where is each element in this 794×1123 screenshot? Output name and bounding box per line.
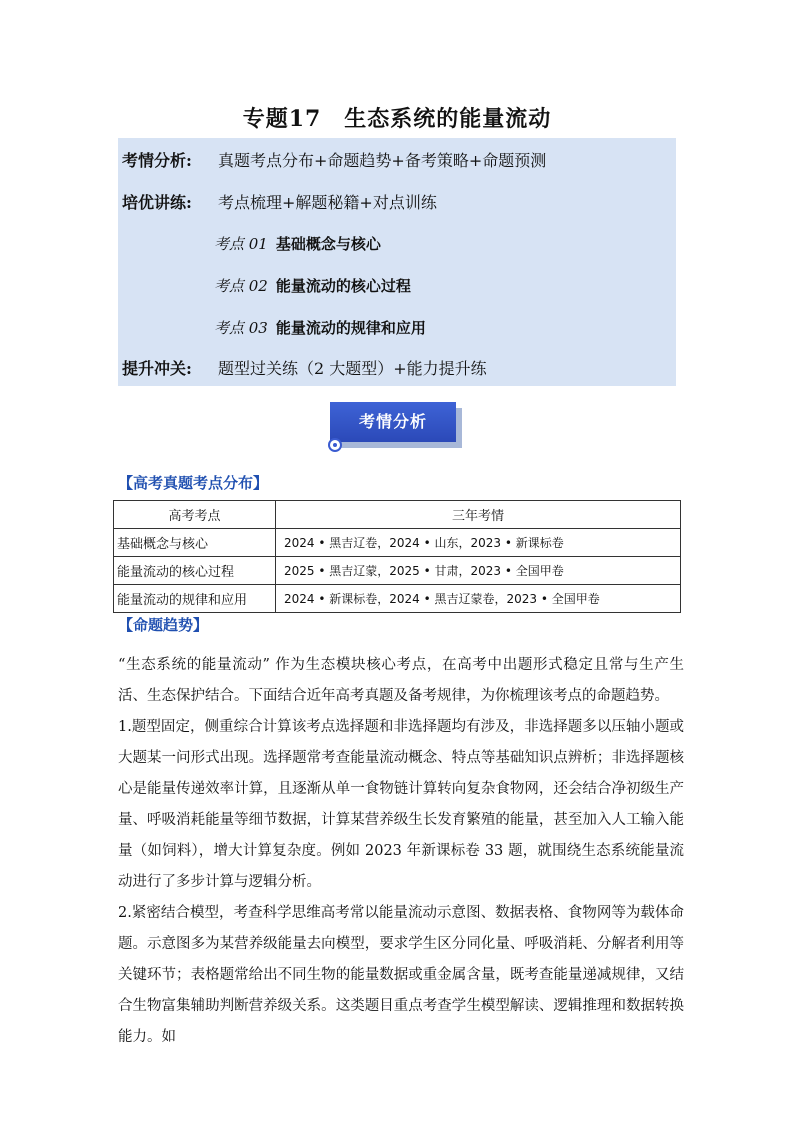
outline-text: 题型过关练（2 大题型）+能力提升练: [218, 359, 487, 378]
table-header-row: [114, 501, 681, 529]
outline-label: 提升冲关:: [122, 359, 192, 378]
sub-item-number: 考点 02: [214, 277, 268, 295]
outline-row-training: [118, 190, 437, 213]
outline-text: 考点梳理+解题秘籍+对点训练: [218, 193, 437, 212]
topic-outline-box: [118, 138, 676, 386]
table-row: [114, 529, 681, 557]
outline-text: 真题考点分布+命题趋势+备考策略+命题预测: [218, 151, 547, 170]
section-heading-distribution: 【高考真题考点分布】: [118, 474, 269, 492]
section-heading-trend: 【命题趋势】: [118, 616, 209, 634]
table-header-cell: 三年考情: [276, 501, 681, 529]
badge-label: 考情分析: [330, 402, 456, 442]
outline-sub-item: [214, 275, 411, 296]
trend-body: [118, 650, 684, 1053]
sub-item-number: 考点 03: [214, 319, 268, 337]
sub-item-text: 基础概念与核心: [275, 235, 381, 253]
page-title: 专题17 生态系统的能量流动: [242, 106, 552, 132]
outline-row-improve: [118, 356, 487, 379]
table-cell: 2024 • 黑吉辽卷，2024 • 山东，2023 • 新课标卷: [276, 529, 681, 557]
table-cell: 基础概念与核心: [114, 529, 276, 557]
table-cell: 能量流动的核心过程: [114, 557, 276, 585]
outline-sub-item: [214, 317, 426, 338]
table-header-cell: 高考考点: [114, 501, 276, 529]
table-cell: 能量流动的规律和应用: [114, 585, 276, 613]
outline-label: 培优讲练:: [122, 193, 192, 212]
table-cell: 2024 • 新课标卷，2024 • 黑吉辽蒙卷，2023 • 全国甲卷: [276, 585, 681, 613]
badge-dot-icon: [328, 438, 342, 452]
paragraph: “生态系统的能量流动” 作为生态模块核心考点，在高考中出题形式稳定且常与生产生活、生态保护结合。下面结合近年高考真题及备考规律，为你梳理该考点的命题趋势。: [118, 657, 684, 704]
sub-item-number: 考点 01: [214, 235, 268, 253]
paragraph: 1.题型固定，侧重综合计算该考点选择题和非选择题均有涉及，非选择题多以压轴小题或大题某一问形式出现。选择题常考查能量流动概念、特点等基础知识点辨析；非选择题核心是能量传递效率计算，且逐渐从单一食物链计算转向复杂食物网，还会结合净初级生产量、呼吸消耗能量等细节数据，计算某营养级生长发育繁殖的能量，甚至加入人工输入能量（如饲料），增大计算复杂度。例如 2023 年新课标卷 33 题，就围绕生态系统能量流动进行了多步计算与逻辑分析。: [118, 719, 684, 890]
table-cell: 2025 • 黑吉辽蒙，2025 • 甘肃，2023 • 全国甲卷: [276, 557, 681, 585]
table-row: [114, 557, 681, 585]
sub-item-text: 能量流动的核心过程: [275, 277, 411, 295]
outline-row-analysis: [118, 148, 546, 171]
table-row: [114, 585, 681, 613]
sub-item-text: 能量流动的规律和应用: [275, 319, 426, 337]
outline-sub-item: [214, 233, 381, 254]
section-badge: [330, 402, 464, 452]
exam-distribution-table: [113, 500, 681, 613]
outline-label: 考情分析:: [122, 151, 192, 170]
paragraph: 2.紧密结合模型，考查科学思维高考常以能量流动示意图、数据表格、食物网等为载体命题。示意图多为某营养级能量去向模型，要求学生区分同化量、呼吸消耗、分解者利用等关键环节；表格题常给出不同生物的能量数据或重金属含量，既考查能量递减规律，又结合生物富集辅助判断营养级关系。这类题目重点考查学生模型解读、逻辑推理和数据转换能力。如: [118, 905, 684, 1045]
